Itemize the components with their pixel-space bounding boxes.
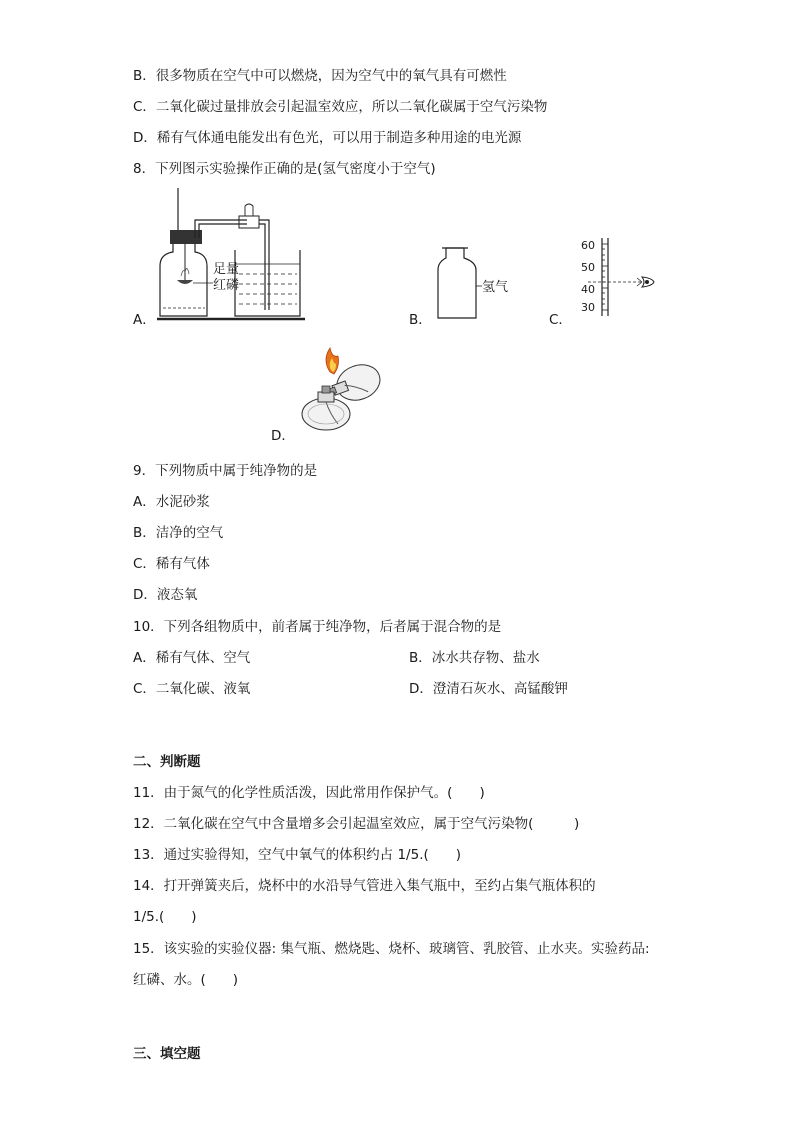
q11: 11．由于氮气的化学性质活泼，因此常用作保护气。( )	[133, 785, 485, 801]
section-2-heading: 二、判断题	[133, 754, 201, 770]
q8-stem: 8．下列图示实验操作正确的是(氢气密度小于空气)	[133, 161, 436, 177]
q14-line-1: 14．打开弹簧夹后，烧杯中的水沿导气管进入集气瓶中，至约占集气瓶体积的	[133, 878, 596, 894]
q9-option-c: C．稀有气体	[133, 556, 210, 572]
q13: 13．通过实验得知，空气中氧气的体积约占 1/5.( )	[133, 847, 462, 863]
figure-b-label-hydrogen: 氢气	[482, 280, 509, 295]
figure-c-cylinder	[574, 234, 664, 320]
q7-option-d: D．稀有气体通电能发出有色光，可以用于制造多种用途的电光源	[133, 130, 522, 146]
q8-option-d-label: D．	[271, 428, 295, 444]
figure-c-tick-50: 50	[581, 261, 595, 274]
q10-option-d: D．澄清石灰水、高锰酸钾	[409, 681, 568, 697]
figure-a-label-amount: 足量	[213, 262, 240, 277]
figure-a-label-phosphorus: 红磷	[213, 278, 240, 293]
q10-option-a: A．稀有气体、空气	[133, 650, 251, 666]
q10-option-b: B．冰水共存物、盐水	[409, 650, 540, 666]
figure-c-tick-60: 60	[581, 239, 595, 252]
q15-line-2: 红磷、水。( )	[133, 972, 239, 988]
q12: 12．二氧化碳在空气中含量增多会引起温室效应，属于空气污染物( )	[133, 816, 580, 832]
q9-stem: 9．下列物质中属于纯净物的是	[133, 463, 318, 479]
q9-option-b: B．洁净的空气	[133, 525, 224, 541]
section-3-heading: 三、填空题	[133, 1046, 201, 1062]
q15-line-1: 15．该实验的实验仪器: 集气瓶、燃烧匙、烧杯、玻璃管、乳胶管、止水夹。实验药品:	[133, 941, 650, 957]
q8-option-a-label: A．	[133, 312, 156, 328]
figure-c-tick-30: 30	[581, 301, 595, 314]
q10-option-c: C．二氧化碳、液氧	[133, 681, 251, 697]
figure-b-gas-bottle	[432, 244, 522, 324]
figure-d-alcohol-lamps	[296, 344, 386, 436]
q9-option-a: A．水泥砂浆	[133, 494, 210, 510]
q9-option-d: D．液态氧	[133, 587, 198, 603]
q8-option-c-label: C．	[549, 312, 572, 328]
figure-a-apparatus	[155, 188, 310, 328]
q14-line-2: 1/5.( )	[133, 909, 197, 925]
q8-option-b-label: B．	[409, 312, 432, 328]
q7-option-b: B．很多物质在空气中可以燃烧，因为空气中的氧气具有可燃性	[133, 68, 507, 84]
figure-c-tick-40: 40	[581, 283, 595, 296]
q10-stem: 10．下列各组物质中，前者属于纯净物，后者属于混合物的是	[133, 619, 502, 635]
q7-option-c: C．二氧化碳过量排放会引起温室效应，所以二氧化碳属于空气污染物	[133, 99, 548, 115]
